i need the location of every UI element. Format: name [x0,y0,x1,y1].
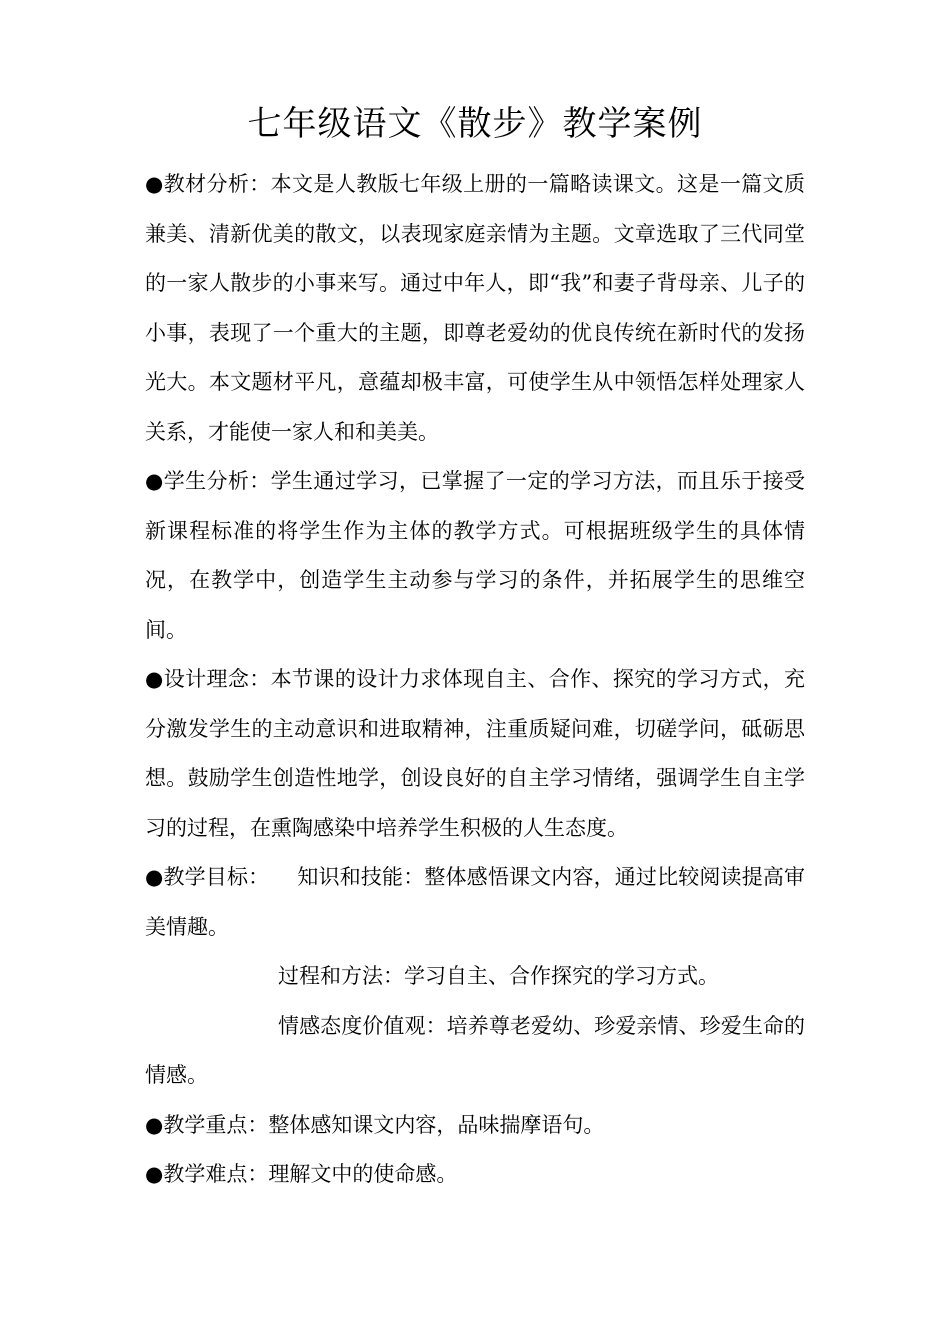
teaching-goals-knowledge [145,853,805,952]
teaching-goals-emotion: 情感态度价值观：培养尊老爱幼、珍爱亲情、珍爱生命的情感。 [145,1013,805,1087]
section-design-concept: ●设计理念：本节课的设计力求体现自主、合作、探究的学习方式，充分激发学生的主动意识和进取精神，注重质疑问难，切磋学问，砥砺思想。鼓励学生创造性地学，创设良好的自主学习情绪，强调学生自主学习的过程，在熏陶感染中培养学生积极的人生态度。 [145,667,805,840]
document-title: 七年级语文《散步》教学案例 [247,104,703,144]
section-student-analysis: ●学生分析：学生通过学习，已掌握了一定的学习方法，而且乐于接受新课程标准的将学生作为主体的教学方式。可根据班级学生的具体情况，在教学中，创造学生主动参与学习的条件，并拓展学生的思维空间。 [145,469,805,642]
teaching-goals-process: 过程和方法：学习自主、合作探究的学习方式。 [278,964,719,988]
teaching-difficulty: ●教学难点：理解文中的使命感。 [145,1162,458,1186]
goal-knowledge-text: 知识和技能：整体感悟课文内容，通过比较阅读提高审美情趣。 [145,865,806,939]
teaching-goals-label: ●教学目标： [145,865,270,889]
section-material-analysis: ●教材分析：本文是人教版七年级上册的一篇略读课文。这是一篇文质兼美、清新优美的散文，以表现家庭亲情为主题。文章选取了三代同堂的一家人散步的小事来写。通过中年人，即“我”和妻子背母亲、儿子的小事，表现了一个重大的主题，即尊老爱幼的优良传统在新时代的发扬光大。本文题材平凡，意蕴却极丰富，可使学生从中领悟怎样处理家人关系，才能使一家人和和美美。 [145,172,805,444]
teaching-key-point: ●教学重点：整体感知课文内容，品味揣摩语句。 [145,1112,605,1137]
